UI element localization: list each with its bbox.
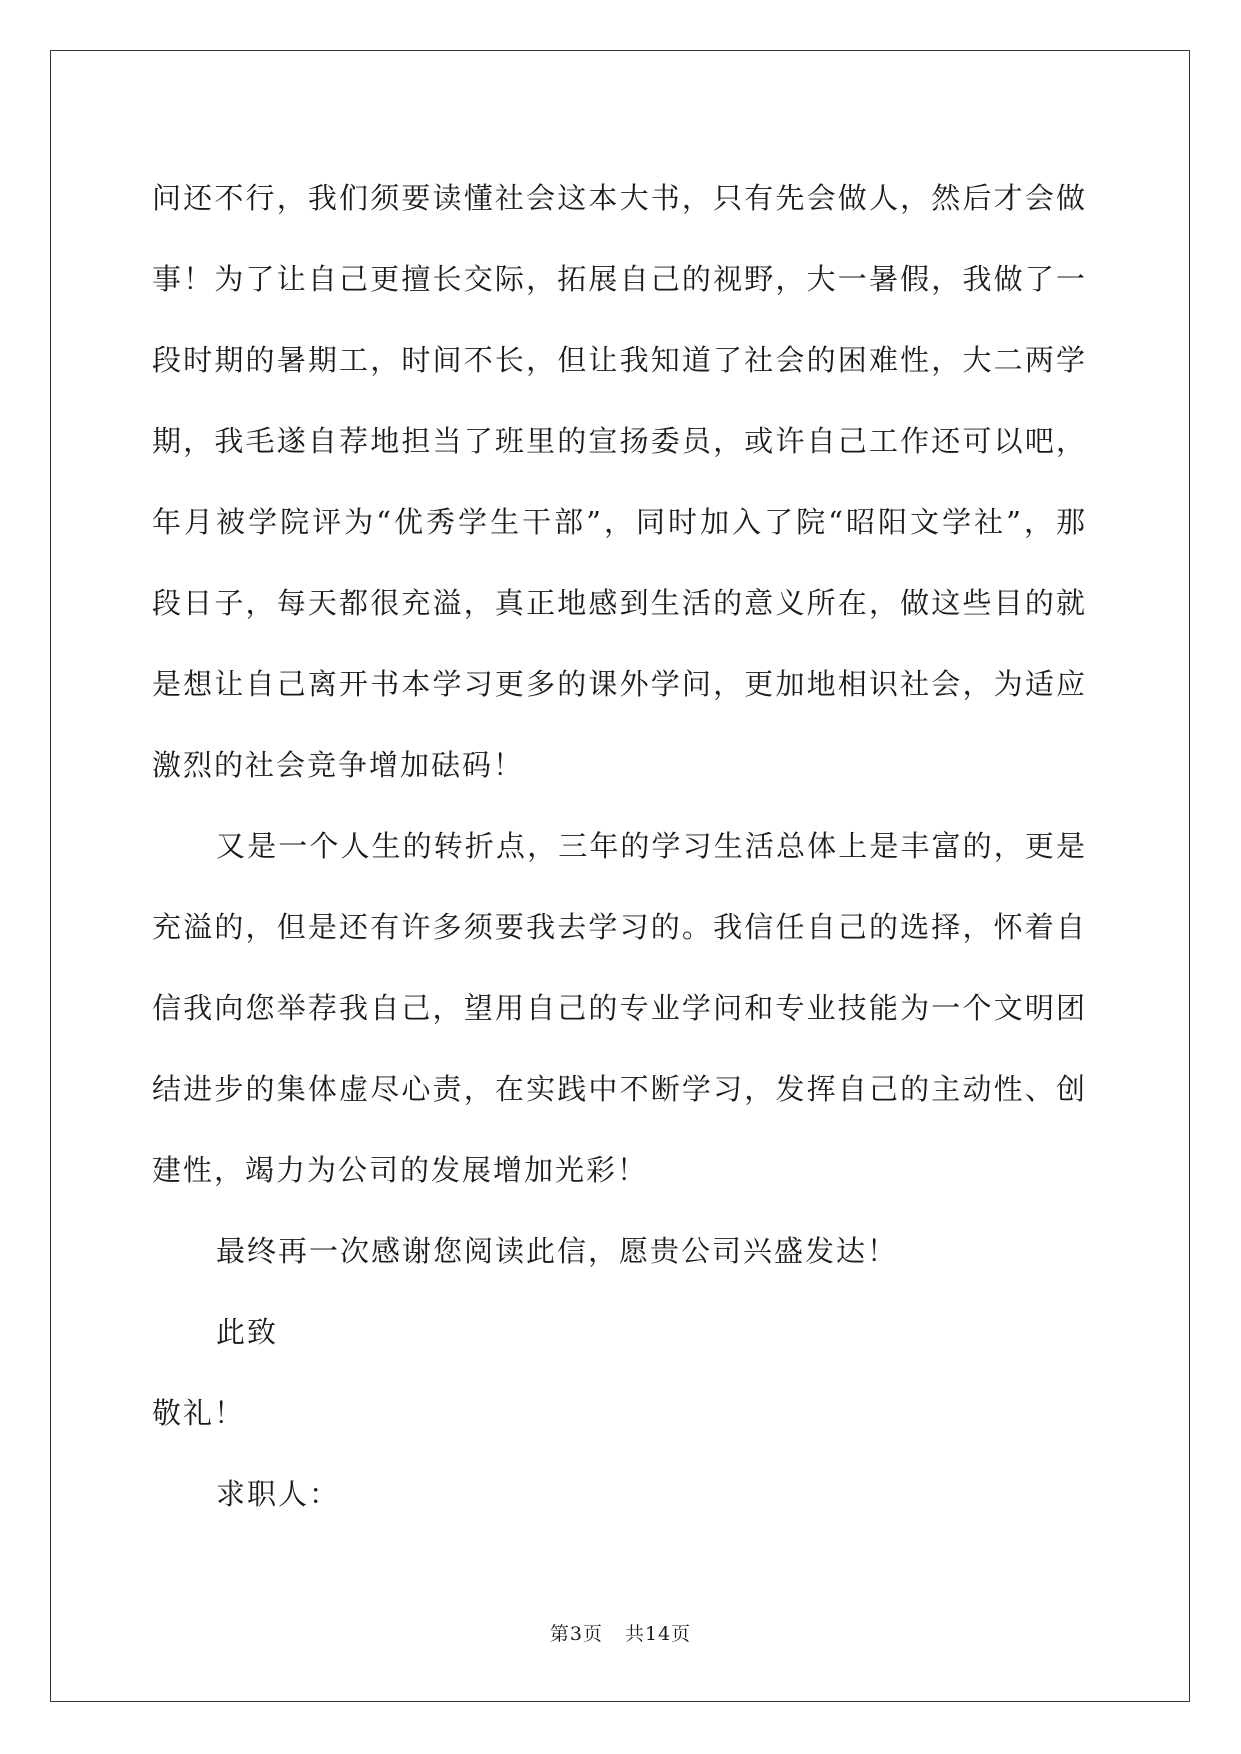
text-line: 结进步的集体虚尽心责，在实践中不断学习，发挥自己的主动性、创 — [152, 1072, 1087, 1106]
paragraph — [152, 806, 1087, 1211]
text-line: 问还不行，我们须要读懂社会这本大书，只有先会做人，然后才会做 — [152, 181, 1087, 215]
letter-body — [152, 158, 1087, 1535]
text-line: 期，我毛遂自荐地担当了班里的宣扬委员，或许自己工作还可以吧， — [152, 424, 1087, 458]
text-line: 充溢的，但是还有许多须要我去学习的。我信任自己的选择，怀着自 — [152, 910, 1087, 944]
paragraph — [152, 1211, 1087, 1292]
text-line: 最终再一次感谢您阅读此信，愿贵公司兴盛发达！ — [216, 1234, 899, 1268]
page-footer — [0, 1619, 1241, 1646]
closing-regards — [152, 1373, 1087, 1454]
text-line: 段日子，每天都很充溢，真正地感到生活的意义所在，做这些目的就 — [152, 586, 1087, 620]
text-line: 建性，竭力为公司的发展增加光彩！ — [152, 1153, 649, 1187]
text-line: 段时期的暑期工，时间不长，但让我知道了社会的困难性，大二两学 — [152, 343, 1087, 377]
text-line: 信我向您举荐我自己，望用自己的专业学问和专业技能为一个文明团 — [152, 991, 1087, 1025]
text-line: 此致 — [216, 1315, 279, 1349]
text-line: 激烈的社会竞争增加砝码！ — [152, 748, 525, 782]
text-line: 求职人： — [216, 1477, 341, 1511]
signature-label — [152, 1454, 1087, 1535]
text-line: 又是一个人生的转折点，三年的学习生活总体上是丰富的，更是 — [216, 829, 1087, 863]
text-line: 事！为了让自己更擅长交际，拓展自己的视野，大一暑假，我做了一 — [152, 262, 1087, 296]
text-line: 年月被学院评为“优秀学生干部”，同时加入了院“昭阳文学社”，那 — [152, 505, 1087, 539]
text-line: 是想让自己离开书本学习更多的课外学问，更加地相识社会，为适应 — [152, 667, 1087, 701]
page-number: 第3页 — [549, 1623, 603, 1645]
paragraph — [152, 158, 1087, 806]
text-line: 敬礼！ — [152, 1396, 246, 1430]
closing-salutation — [152, 1292, 1087, 1373]
page-total: 共14页 — [624, 1623, 692, 1645]
